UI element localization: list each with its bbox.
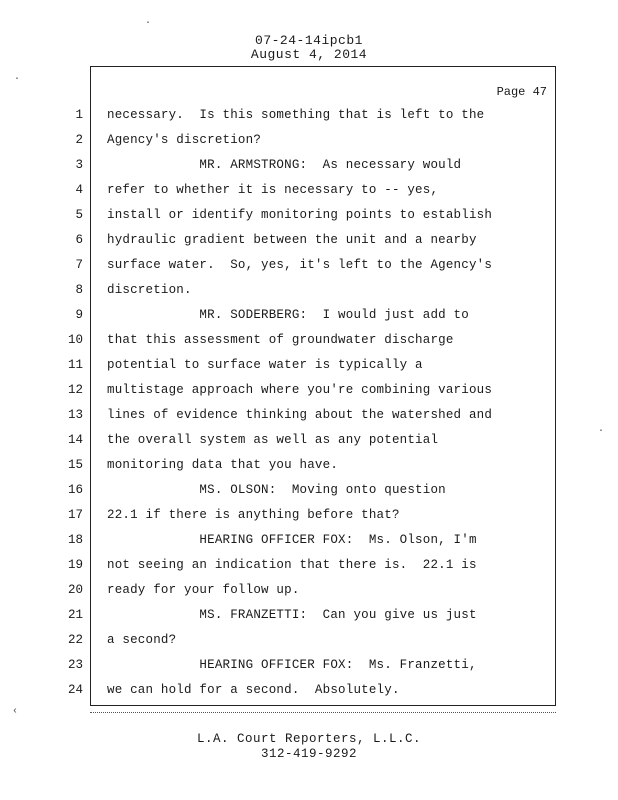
line-number: 11	[67, 358, 83, 372]
line-number: 2	[75, 133, 83, 147]
transcript-line: MS. OLSON: Moving onto question	[107, 483, 446, 497]
line-number: 23	[67, 658, 83, 672]
page-number: Page 47	[496, 85, 547, 99]
line-number: 21	[67, 608, 83, 622]
transcript-line: monitoring data that you have.	[107, 458, 339, 472]
scan-speck: ‹	[12, 706, 19, 717]
line-number: 17	[67, 508, 83, 522]
transcript-line: necessary. Is this something that is left to the	[107, 108, 485, 122]
line-number: 19	[67, 558, 83, 572]
transcript-line: 22.1 if there is anything before that?	[107, 508, 400, 522]
transcript-line: refer to whether it is necessary to -- yes,	[107, 183, 439, 197]
line-number: 18	[67, 533, 83, 547]
transcript-line: HEARING OFFICER FOX: Ms. Franzetti,	[107, 658, 477, 672]
transcript-line: the overall system as well as any potential	[107, 433, 439, 447]
transcript-line: install or identify monitoring points to establish	[107, 208, 493, 222]
reporter-company: L.A. Court Reporters, L.L.C.	[196, 732, 422, 746]
line-number: 4	[75, 183, 83, 197]
line-number: 8	[75, 283, 83, 297]
line-number: 12	[67, 383, 83, 397]
scan-speck: ·	[145, 18, 152, 29]
line-number: 10	[67, 333, 83, 347]
scan-speck: ·	[14, 74, 21, 85]
transcript-file-id: 07-24-14ipcb1	[255, 33, 363, 48]
transcript-line: HEARING OFFICER FOX: Ms. Olson, I'm	[107, 533, 477, 547]
transcript-line: potential to surface water is typically a	[107, 358, 423, 372]
transcript-line: a second?	[107, 633, 177, 647]
transcript-line: that this assessment of groundwater discharge	[107, 333, 454, 347]
transcript-line: lines of evidence thinking about the watershed and	[107, 408, 493, 422]
line-number: 22	[67, 633, 83, 647]
line-number: 3	[75, 158, 83, 172]
line-number: 14	[67, 433, 83, 447]
transcript-date: August 4, 2014	[250, 47, 368, 62]
transcript-line: not seeing an indication that there is. 22.1 is	[107, 558, 477, 572]
transcript-line: hydraulic gradient between the unit and a nearby	[107, 233, 477, 247]
line-number: 13	[67, 408, 83, 422]
reporter-phone: 312-419-9292	[260, 747, 357, 761]
scan-speck: ·	[598, 426, 605, 437]
footer-divider	[90, 712, 556, 713]
line-number: 16	[67, 483, 83, 497]
transcript-line: MR. ARMSTRONG: As necessary would	[107, 158, 462, 172]
transcript-line: ready for your follow up.	[107, 583, 300, 597]
transcript-line: Agency's discretion?	[107, 133, 262, 147]
transcript-line: surface water. So, yes, it's left to the Agency's	[107, 258, 493, 272]
line-number: 24	[67, 683, 83, 697]
line-number: 6	[75, 233, 83, 247]
transcript-line: multistage approach where you're combining various	[107, 383, 493, 397]
line-number: 7	[75, 258, 83, 272]
transcript-line: MS. FRANZETTI: Can you give us just	[107, 608, 477, 622]
transcript-line: MR. SODERBERG: I would just add to	[107, 308, 469, 322]
line-number: 15	[67, 458, 83, 472]
transcript-line: we can hold for a second. Absolutely.	[107, 683, 400, 697]
line-number: 9	[75, 308, 83, 322]
transcript-line: discretion.	[107, 283, 192, 297]
line-number: 5	[75, 208, 83, 222]
line-number: 1	[75, 108, 83, 122]
line-number: 20	[67, 583, 83, 597]
